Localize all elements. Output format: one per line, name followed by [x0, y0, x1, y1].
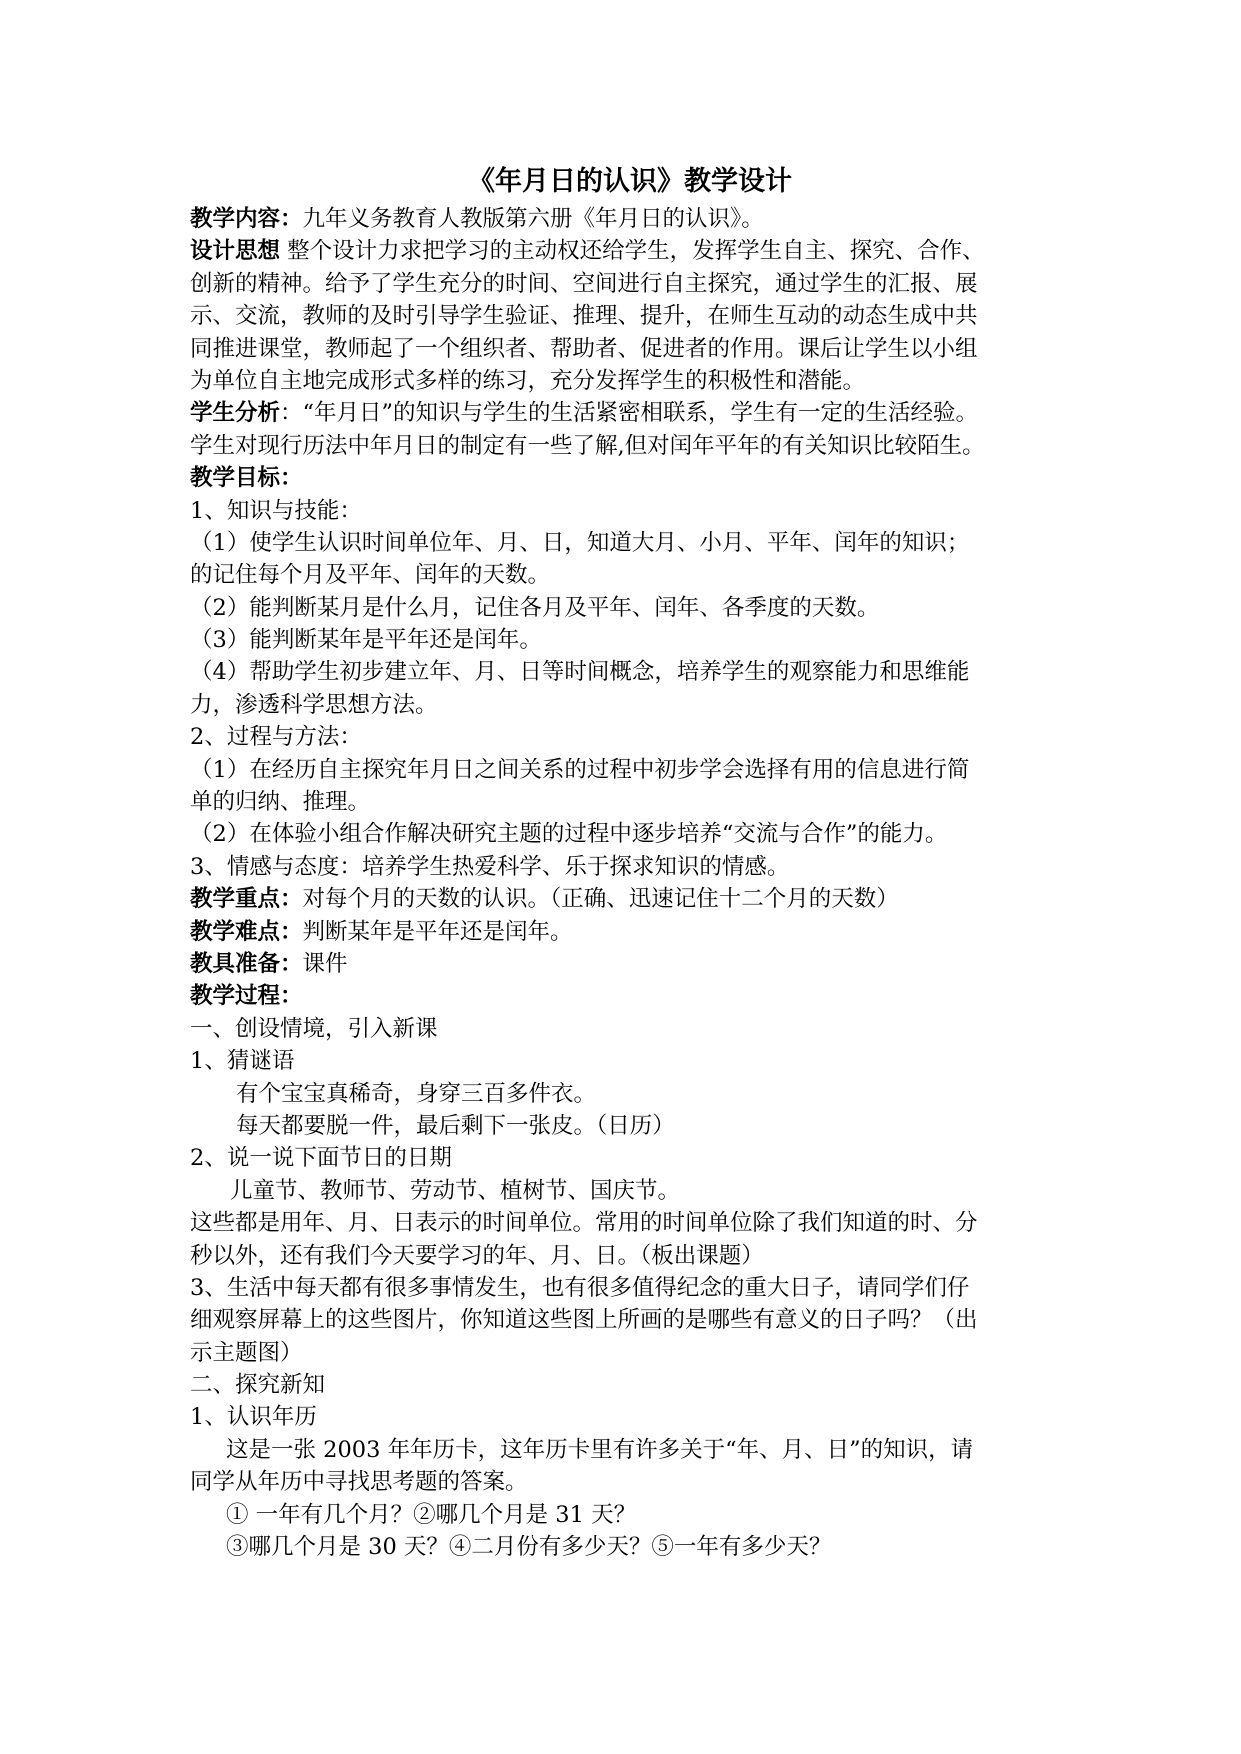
process-text: 2、说一说下面节日的日期: [190, 1145, 452, 1172]
process-text: 二、探究新知: [190, 1372, 326, 1399]
analysis-label: 学生分析: [190, 400, 281, 427]
design-text: 整个设计力求把学习的主动权还给学生，发挥学生自主、探究、合作、: [280, 238, 985, 265]
tools-text: 课件: [302, 950, 348, 977]
process-label: 教学过程：: [190, 983, 303, 1010]
tools-line: [190, 948, 1070, 980]
process-text: 1、认识年历: [190, 1404, 317, 1431]
goals-text: 3、情感与态度：培养学生热爱科学、乐于探求知识的情感。: [190, 853, 790, 880]
tools-label: 教具准备：: [190, 950, 303, 977]
goals-text: （2）能判断某月是什么月，记住各月及平年、闰年、各季度的天数。: [190, 594, 880, 621]
design-line: [190, 235, 1070, 267]
goals-text: 1、知识与技能：: [190, 497, 362, 524]
question-text: ③哪几个月是 30 天？④二月份有多少天？⑤一年有多少天？: [226, 1534, 832, 1561]
holiday-text: 儿童节、教师节、劳动节、植树节、国庆节。: [230, 1177, 681, 1204]
goals-label: 教学目标：: [190, 465, 303, 492]
content-text: 九年义务教育人教版第六册《年月日的认识》。: [302, 206, 764, 232]
goals-text: 单的归纳、推理。: [190, 789, 371, 816]
analysis-text: ：“年月日”的知识与学生的生活紧密相联系，学生有一定的生活经验。: [280, 400, 979, 427]
riddle-text: 有个宝宝真稀奇，身穿三百多件衣。: [236, 1080, 597, 1107]
riddle-text: 每天都要脱一件，最后剩下一张皮。（日历）: [236, 1112, 675, 1139]
difficulty-line: [190, 916, 1070, 948]
goals-text: （1）在经历自主探究年月日之间关系的过程中初步学会选择有用的信息进行简: [190, 756, 970, 783]
goals-text: （2）在体验小组合作解决研究主题的过程中逐步培养“交流与合作”的能力。: [190, 821, 948, 848]
analysis-text: 学生对现行历法中年月日的制定有一些了解,但对闰年平年的有关知识比较陌生。: [190, 432, 985, 459]
difficulty-text: 判断某年是平年还是闰年。: [302, 918, 573, 945]
goals-text: 2、过程与方法：: [190, 724, 362, 751]
analysis-line: [190, 397, 1070, 429]
focus-label: 教学重点：: [190, 886, 303, 913]
difficulty-label: 教学难点：: [190, 918, 303, 945]
design-text: 同推进课堂，教师起了一个组织者、帮助者、促进者的作用。课后让学生以小组: [190, 335, 978, 362]
design-text: 示、交流，教师的及时引导学生验证、推理、提升，在师生互动的动态生成中共: [190, 303, 978, 330]
design-text: 创新的精神。给予了学生充分的时间、空间进行自主探究，通过学生的汇报、展: [190, 270, 978, 297]
focus-line: [190, 883, 1070, 915]
focus-text: 对每个月的天数的认识。（正确、迅速记住十二个月的天数）: [302, 886, 899, 913]
process-text: 这些都是用年、月、日表示的时间单位。常用的时间单位除了我们知道的时、分: [190, 1210, 978, 1237]
process-text: 示主题图）: [190, 1339, 303, 1366]
process-text: 细观察屏幕上的这些图片，你知道这些图上所画的是哪些有意义的日子吗？（出: [190, 1307, 978, 1334]
document-page: [190, 163, 1070, 1563]
goals-text: （1）使学生认识时间单位年、月、日，知道大月、小月、平年、闰年的知识；: [190, 529, 970, 556]
document-title: 《年月日的认识》教学设计: [468, 166, 792, 197]
content-line: [190, 203, 1070, 235]
question-text: ① 一年有几个月？②哪几个月是 31 天？: [226, 1501, 637, 1528]
process-text: 一、创设情境，引入新课: [190, 1015, 438, 1042]
process-text: 秒以外，还有我们今天要学习的年、月、日。（板出课题）: [190, 1242, 764, 1269]
process-text: 同学从年历中寻找思考题的答案。: [190, 1469, 528, 1496]
design-text: 为单位自主地完成形式多样的练习，充分发挥学生的积极性和潜能。: [190, 367, 866, 394]
content-label: 教学内容：: [190, 206, 303, 232]
goals-text: （3）能判断某年是平年还是闰年。: [190, 627, 542, 654]
process-text: 1、猜谜语: [190, 1048, 295, 1075]
goals-text: 力，渗透科学思想方法。: [190, 691, 438, 718]
goals-text: 的记住每个月及平年、闰年的天数。: [190, 562, 551, 589]
design-label: 设计思想: [190, 238, 281, 265]
process-text: 这是一张 2003 年年历卡，这年历卡里有许多关于“年、月、日”的知识，请: [226, 1436, 974, 1463]
goals-text: （4）帮助学生初步建立年、月、日等时间概念，培养学生的观察能力和思维能: [190, 659, 970, 686]
process-text: 3、生活中每天都有很多事情发生，也有很多值得纪念的重大日子，请同学们仔: [190, 1274, 970, 1301]
